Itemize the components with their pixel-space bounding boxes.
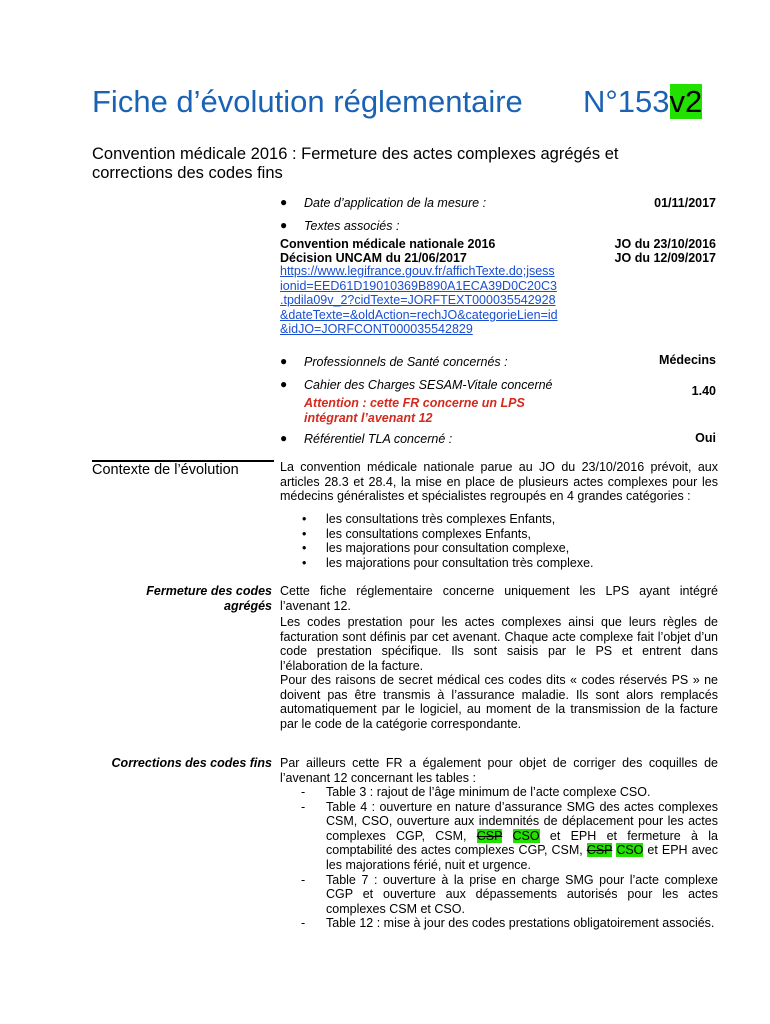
list-item: • les consultations complexes Enfants, [280,527,720,542]
text-convention-jo: JO du 23/10/2016 [614,237,716,251]
bullet-icon: ● [280,377,288,391]
attention-line: intégrant l’avenant 12 [304,410,433,425]
date-value: 01/11/2017 [654,196,716,210]
text-decision: Décision UNCAM du 21/06/2017 [280,251,467,265]
bullet-icon: ● [280,218,288,232]
list-item-table7: - Table 7 : ouverture à la prise en charge SMG pour l’acte complexe CGP et ouverture aux dépassements autorisés pour les actes complexes CSM et CSO. [280,873,718,917]
highlight-code: CSO [512,828,540,843]
list-item-table4: - Table 4 : ouverture en nature d’assurance SMG des actes complexes CSM, CSO, ouverture aux indemnités de déplacement pour les actes complexes CGP, CSM, CSP CSO et EPH et fermeture à la comptabilité des actes complexes CGP, CSM, CSP CSO et EPH avec les majorations férié, nuit et urgence. [280,800,718,873]
legifrance-link-line[interactable]: .tpdila09v_2?cidTexte=JORFTEXT000035542928 [280,293,556,308]
fermeture-heading-line: Fermeture des codes [146,584,272,598]
strike-code: CSP [476,828,503,843]
cdc-value: 1.40 [691,384,716,398]
pros-label: Professionnels de Santé concernés : [304,355,508,369]
fermeture-p3: Pour des raisons de secret médical ces codes dits « codes réservés PS » ne doivent pas être transmis à l’assurance maladie. Ils sont alors remplacés automatiquement par le logiciel, au moment de la transmission de la facture par le code de la catégorie correspondante. [280,673,718,731]
fermeture-heading [92,584,272,613]
pros-value: Médecins [659,353,716,367]
list-item: • les majorations pour consultation complexe, [280,541,720,556]
legifrance-link-line[interactable]: https://www.legifrance.gouv.fr/affichTexte.do;jsess [280,264,555,278]
contexte-intro: La convention médicale nationale parue au JO du 23/10/2016 prévoit, aux articles 28.3 et 28.4, la mise en place de plusieurs actes complexes pour les médecins généralistes et spécialistes regroupés en 4 grandes catégories : [280,460,718,504]
bullet-icon: ● [280,195,288,209]
strike-code: CSP [586,843,613,858]
legifrance-link-line[interactable]: &dateTexte=&oldAction=rechJO&categorieLien=id [280,307,558,322]
attention-line: Attention : cette FR concerne un LPS [304,396,525,410]
corrections-intro: Par ailleurs cette FR a également pour objet de corriger des coquilles de l’avenant 12 concernant les tables : [280,756,718,785]
list-item-table3: - Table 3 : rajout de l’âge minimum de l’acte complexe CSO. [280,785,718,800]
tla-label: Référentiel TLA concerné : [304,432,453,446]
fermeture-p1: Cette fiche réglementaire concerne uniquement les LPS ayant intégré l’avenant 12. [280,584,718,613]
legifrance-link-line[interactable]: ionid=EED61D19010369B890A1ECA39D0C20C3 [280,278,557,293]
attention-note [304,396,525,425]
corrections-heading: Corrections des codes fins [111,756,272,770]
list-item: • les consultations très complexes Enfants, [280,512,720,527]
texts-label: Textes associés : [304,219,400,233]
bullet-icon: ● [280,431,288,445]
legifrance-link-line[interactable]: &idJO=JORFCONT000035542829 [280,322,473,337]
list-item-table12: - Table 12 : mise à jour des codes prestations obligatoirement associés. [280,916,718,931]
cdc-label: Cahier des Charges SESAM-Vitale concerné [304,378,553,392]
contexte-list [280,512,720,570]
legifrance-link-block[interactable] [280,264,580,337]
list-item: • les majorations pour consultation très complexe. [280,556,720,571]
page-title [92,84,703,120]
text-decision-jo: JO du 12/09/2017 [614,251,716,265]
contexte-heading: Contexte de l’évolution [92,462,239,478]
tla-value: Oui [695,431,716,445]
fermeture-heading-line: agrégés [224,598,272,613]
bullet-icon: ● [280,354,288,368]
text-convention: Convention médicale nationale 2016 [280,237,496,251]
highlight-code: CSO [616,843,644,858]
version-badge: v2 [669,84,703,119]
fiche-number: N°153v2 [583,84,703,119]
page-subtitle: Convention médicale 2016 : Fermeture des actes complexes agrégés et corrections des codes fins [92,145,619,182]
fermeture-p2: Les codes prestation pour les actes complexes ainsi que leurs règles de facturation sont définis par cet avenant. Chaque acte complexe fait l’objet d’un code prestation spécifique. Ils sont saisis par le PS et entrent dans l’élaboration de la facture. [280,615,718,673]
date-label: Date d’application de la mesure : [304,196,487,210]
corrections-list [280,785,718,931]
title-text: Fiche d’évolution réglementaire [92,84,523,119]
